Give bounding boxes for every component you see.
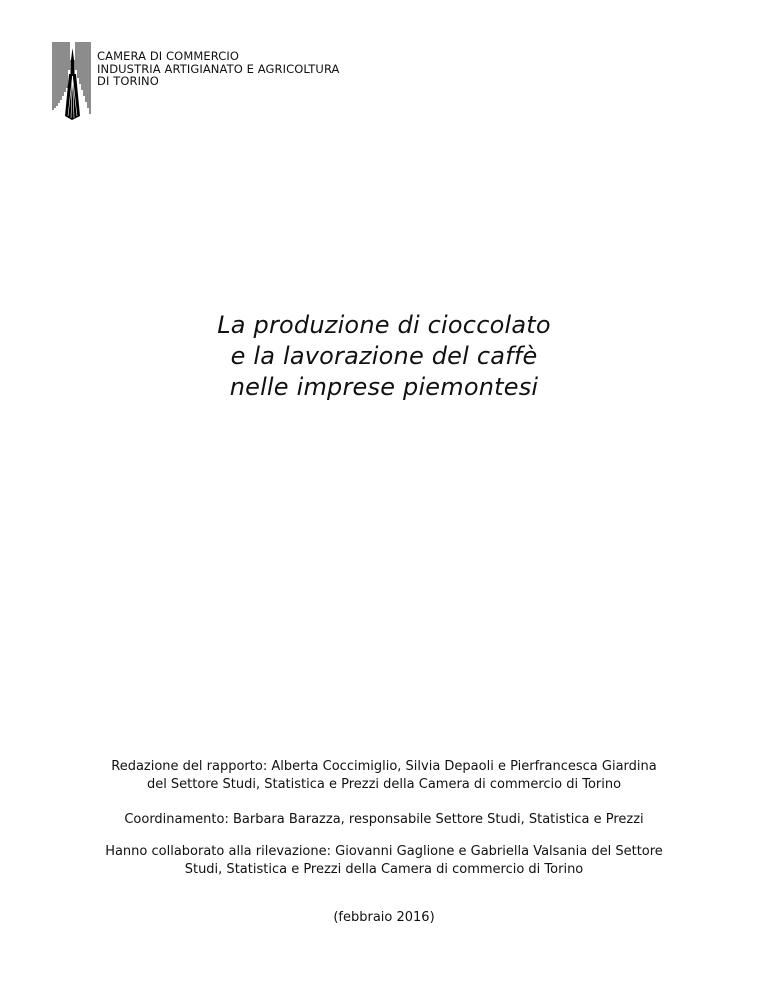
credits-collaborazione xyxy=(60,843,708,879)
collaborazione-line-2: Studi, Statistica e Prezzi della Camera di commercio di Torino xyxy=(184,862,584,877)
date-line: (febbraio 2016) xyxy=(333,910,435,925)
title-line-3: nelle imprese piemontesi xyxy=(229,373,539,401)
camera-commercio-logo xyxy=(52,40,92,122)
redazione-line-2: del Settore Studi, Statistica e Prezzi della Camera di commercio di Torino xyxy=(146,777,622,792)
credits-redazione xyxy=(60,758,708,794)
title-line-1: La produzione di cioccolato xyxy=(217,311,551,339)
document-title xyxy=(0,310,768,403)
collaborazione-line-1: Hanno collaborato alla rilevazione: Giovanni Gaglione e Gabriella Valsania del Settore xyxy=(105,844,663,859)
coordinamento-line: Coordinamento: Barbara Barazza, responsabile Settore Studi, Statistica e Prezzi xyxy=(124,812,644,827)
org-line-3: DI TORINO xyxy=(97,74,159,88)
organization-name xyxy=(97,50,340,88)
org-line-2: INDUSTRIA ARTIGIANATO E AGRICOLTURA xyxy=(97,61,340,76)
org-line-1: CAMERA DI COMMERCIO xyxy=(97,49,240,63)
redazione-line-1: Redazione del rapporto: Alberta Coccimiglio, Silvia Depaoli e Pierfrancesca Giardina xyxy=(111,759,657,774)
title-line-2: e la lavorazione del caffè xyxy=(230,342,538,370)
credits-coordinamento xyxy=(60,811,708,829)
publication-date xyxy=(60,909,708,927)
